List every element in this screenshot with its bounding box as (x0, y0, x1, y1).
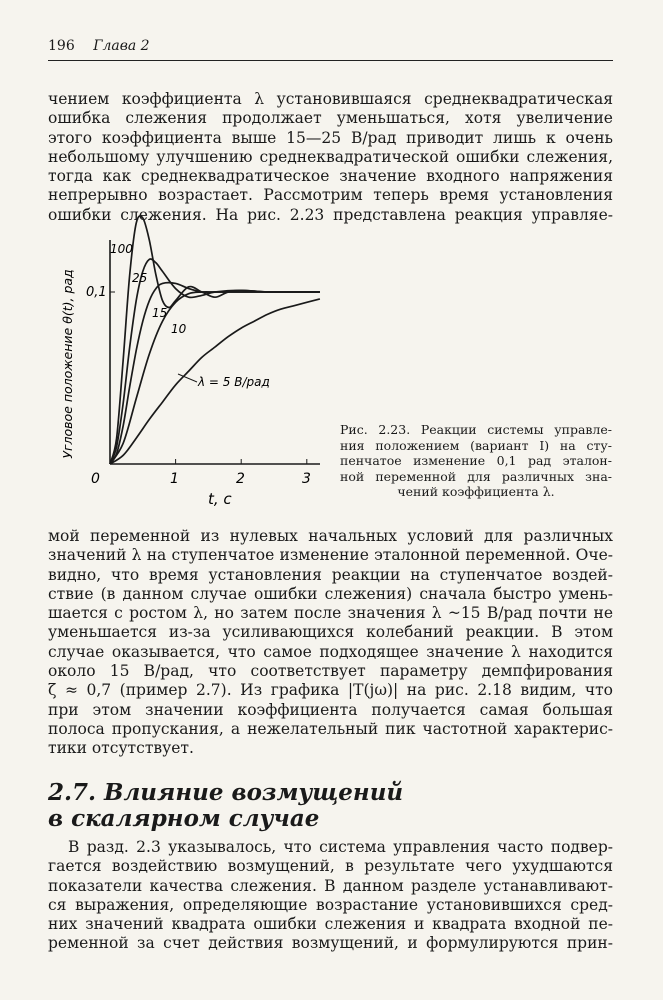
section-heading (48, 780, 608, 832)
section-heading-line: 2.7. Влияние возмущений (48, 779, 404, 806)
text-line: уменьшается из-за усиливающихся колебаний реакции. В этом (48, 623, 613, 642)
text-line: полоса пропускания, а нежелательный пик частотной характерис- (48, 719, 613, 738)
text-line: небольшому улучшению среднеквадратической ошибки слежения, (48, 147, 613, 166)
page-header (48, 38, 613, 61)
text-line: ся выражения, определяющие возрастание установившихся сред- (48, 895, 613, 914)
text-line: них значений квадрата ошибки слежения и квадрата входной пе- (48, 915, 613, 934)
text-line: мой переменной из нулевых начальных условий для различных (48, 527, 613, 545)
caption-line: ной переменной для различных зна- (340, 468, 612, 484)
text-line: тики отсутствует. (48, 739, 194, 758)
text-line: ствие (в данном случае ошибки слежения) сначала быстро умень- (48, 584, 613, 603)
text-line: показатели качества слежения. В данном разделе устанавливают- (48, 876, 613, 895)
caption-line: ния положением (вариант I) на сту- (340, 437, 612, 453)
x-tick-label: 3 (302, 471, 311, 487)
origin-label: 0 (91, 471, 100, 487)
x-tick-label: 1 (170, 471, 179, 487)
text-line: шается с ростом λ, но затем после значения λ ~15 В/рад почти не (48, 604, 613, 623)
curve-label-10: 10 (171, 322, 187, 336)
step-response-chart (60, 232, 335, 512)
x-tick-label: 2 (236, 471, 245, 487)
text-line: гается воздействию возмущений, в результате чего ухудшаются (48, 857, 613, 876)
text-line: В разд. 2.3 указывалось, что система управления часто подвер- (68, 838, 613, 856)
text-line: ошибки слежения. На рис. 2.23 представлена реакция управляе- (48, 205, 613, 224)
paragraph-bottom (48, 838, 613, 954)
curve-label-25: 25 (132, 271, 148, 285)
caption-line: чений коэффициента λ. (397, 484, 555, 499)
figure-caption (340, 422, 612, 500)
series-line-1 (110, 259, 320, 464)
y-tick-label: 0,1 (86, 285, 107, 300)
text-line: ζ ≈ 0,7 (пример 2.7). Из графика |T(jω)| на рис. 2.18 видим, что (48, 681, 613, 700)
series-line-0 (110, 216, 320, 464)
paragraph-middle (48, 527, 613, 759)
text-line: значений λ на ступенчатое изменение эталонной переменной. Оче- (48, 546, 613, 565)
text-line: непрерывно возрастает. Рассмотрим теперь время установления (48, 186, 613, 205)
curve-label-5: λ = 5 В/рад (198, 375, 270, 389)
caption-line: пенчатое изменение 0,1 рад эталон- (340, 453, 612, 468)
text-line: около 15 В/рад, что соответствует параметру демпфирования (48, 662, 613, 681)
text-line: ошибка слежения продолжает уменьшаться, хотя увеличение (48, 109, 613, 128)
section-heading-line: в скалярном случае (48, 805, 320, 832)
series-group (110, 216, 320, 464)
text-line: этого коэффициента выше 15—25 В/рад приводит лишь к очень (48, 128, 613, 147)
page-number: 196 (48, 38, 75, 54)
text-line: ременной за счет действия возмущений, и формулируются прин- (48, 934, 613, 953)
chapter-title: Глава 2 (93, 38, 150, 54)
text-line: чением коэффициента λ установившаяся среднеквадратическая (48, 90, 613, 108)
text-line: при этом значении коэффициента получается самая большая (48, 700, 613, 719)
x-axis-label: t, c (208, 490, 232, 508)
text-line: видно, что время установления реакции на ступенчатое воздей- (48, 565, 613, 584)
text-line: тогда как среднеквадратическое значение входного напряжения (48, 167, 613, 186)
figure-step-response (60, 232, 335, 512)
y-axis-label: Угловое положение θ(t), рад (60, 269, 75, 459)
paragraph-top (48, 90, 613, 225)
text-line: случае оказывается, что самое подходящее значение λ находится (48, 642, 613, 661)
curve-label-100: 100 (110, 242, 133, 256)
series-line-2 (110, 283, 320, 464)
caption-line: Рис. 2.23. Реакции системы управле- (340, 422, 612, 437)
curve-label-15: 15 (152, 306, 168, 320)
